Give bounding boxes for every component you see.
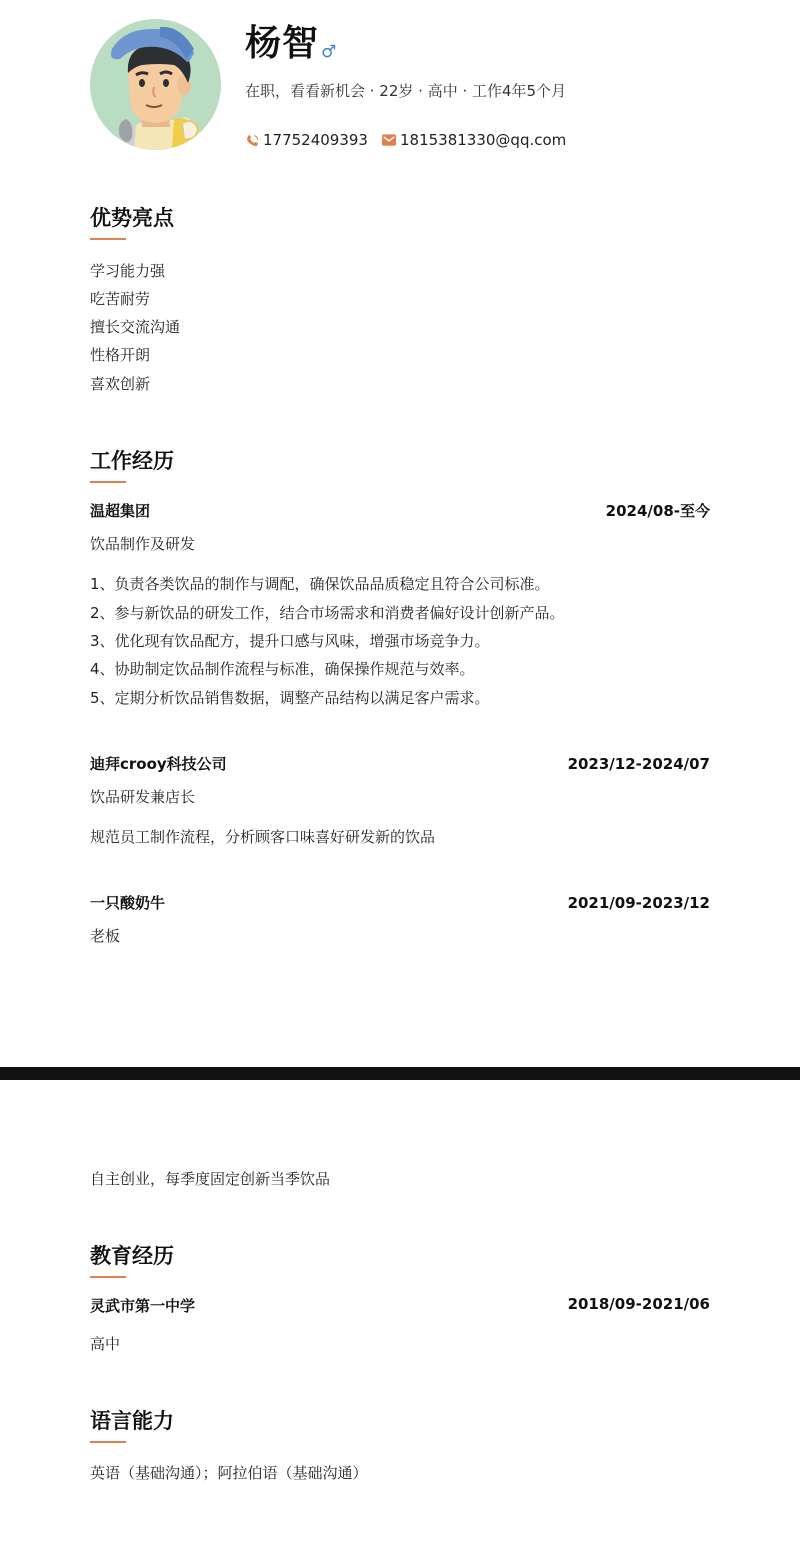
- job-detail: 3、优化现有饮品配方，提升口感与风味，增强市场竞争力。: [90, 632, 490, 650]
- job-role: 饮品研发兼店长: [90, 788, 196, 806]
- education-date: 2018/09-2021/06: [567, 1295, 710, 1313]
- work-heading: 工作经历: [90, 449, 174, 473]
- job-detail: 1、负责各类饮品的制作与调配，确保饮品品质稳定且符合公司标准。: [90, 575, 550, 593]
- job-company: 一只酸奶牛: [90, 894, 166, 912]
- phone-number: 17752409393: [263, 131, 368, 149]
- email-contact[interactable]: [382, 130, 566, 150]
- strength-item: 喜欢创新: [90, 375, 151, 393]
- job-company: 迪拜crooy科技公司: [90, 755, 227, 773]
- email-address: 1815381330@qq.com: [400, 131, 567, 149]
- strength-item: 吃苦耐劳: [90, 290, 151, 308]
- heading-underline: [90, 1276, 126, 1278]
- strength-item: 擅长交流沟通: [90, 318, 181, 336]
- strength-item: 性格开朗: [90, 346, 151, 364]
- job-detail: 2、参与新饮品的研发工作，结合市场需求和消费者偏好设计创新产品。: [90, 604, 565, 622]
- school-name: 灵武市第一中学: [90, 1297, 196, 1315]
- job-detail: 4、协助制定饮品制作流程与标准，确保操作规范与效率。: [90, 660, 475, 678]
- job-company: 温超集团: [90, 502, 151, 520]
- job-date: 2024/08-至今: [605, 502, 710, 520]
- language-skills: 英语（基础沟通）；阿拉伯语（基础沟通）: [90, 1464, 368, 1482]
- phone-contact[interactable]: [246, 130, 368, 150]
- page-break: [0, 1067, 800, 1080]
- job-role: 老板: [90, 927, 121, 945]
- job-detail: 5、定期分析饮品销售数据，调整产品结构以满足客户需求。: [90, 689, 490, 707]
- email-icon: [382, 134, 396, 146]
- candidate-name: 杨智: [245, 23, 320, 64]
- job-role: 饮品制作及研发: [90, 535, 196, 553]
- candidate-summary: 在职，看看新机会 · 22岁 · 高中 · 工作4年5个月: [245, 82, 567, 100]
- phone-icon: [246, 134, 259, 147]
- job-date: 2023/12-2024/07: [567, 755, 710, 773]
- heading-underline: [90, 238, 126, 240]
- education-degree: 高中: [90, 1335, 121, 1353]
- heading-underline: [90, 1441, 126, 1443]
- male-icon: ♂: [321, 42, 337, 62]
- job-detail: 自主创业，每季度固定创新当季饮品: [90, 1170, 331, 1188]
- strengths-heading: 优势亮点: [90, 206, 174, 230]
- job-date: 2021/09-2023/12: [567, 894, 710, 912]
- language-heading: 语言能力: [90, 1409, 174, 1433]
- job-detail: 规范员工制作流程，分析顾客口味喜好研发新的饮品: [90, 828, 436, 846]
- heading-underline: [90, 481, 126, 483]
- avatar: [90, 19, 221, 150]
- education-heading: 教育经历: [90, 1244, 174, 1268]
- strength-item: 学习能力强: [90, 262, 166, 280]
